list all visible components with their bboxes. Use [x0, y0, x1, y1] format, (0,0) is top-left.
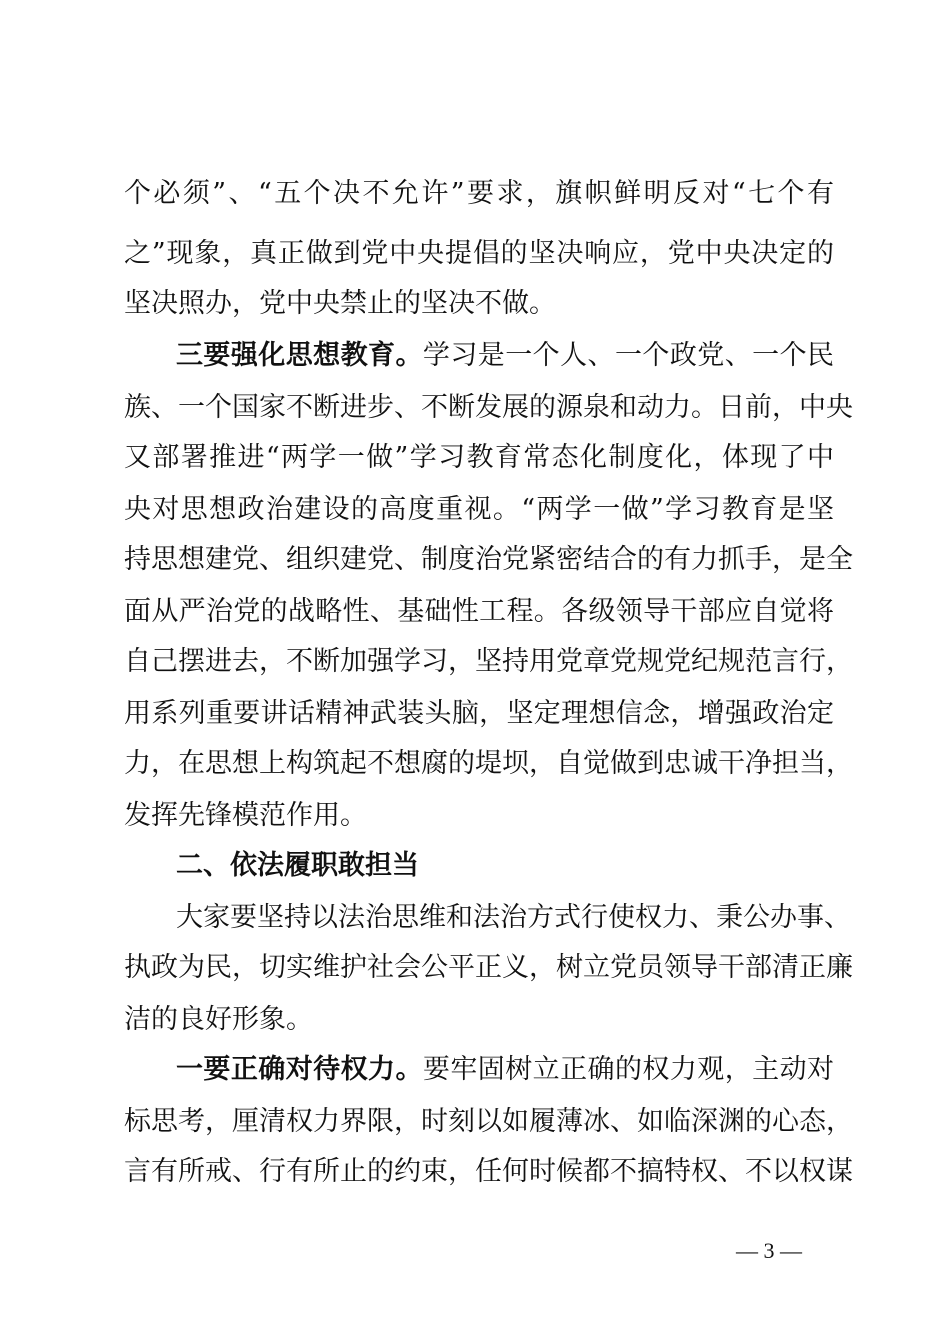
body-text-line: 执政为民，切实维护社会公平正义，树立党员领导干部清正廉 [124, 952, 853, 983]
section-heading: 二、依法履职敢担当 [176, 850, 419, 881]
body-text-line: 洁的良好形象。 [124, 1004, 313, 1035]
body-text-line: 用系列重要讲话精神武装头脑，坚定理想信念，增强政治定 [124, 698, 834, 729]
paragraph-lead-heading: 一要正确对待权力。 [176, 1054, 423, 1085]
body-text-line: 坚决照办，党中央禁止的坚决不做。 [124, 288, 556, 319]
body-text-line: 自己摆进去，不断加强学习，坚持用党章党规党纪规范言行， [124, 646, 853, 677]
body-text-line: 又部署推进“两学一做”学习教育常态化制度化，体现了中 [124, 442, 834, 473]
body-text-line: 标思考，厘清权力界限，时刻以如履薄冰、如临深渊的心态， [124, 1106, 853, 1137]
body-text-line: 言有所戒、行有所止的约束，任何时候都不搞特权、不以权谋 [124, 1156, 853, 1187]
body-text-line: 个必须”、“五个决不允许”要求，旗帜鲜明反对“七个有 [124, 178, 834, 209]
body-text-line: 发挥先锋模范作用。 [124, 800, 367, 831]
page-number: — 3 — [736, 1238, 802, 1263]
body-text-line: 大家要坚持以法治思维和法治方式行使权力、秉公办事、 [176, 902, 851, 933]
body-text-line: 力，在思想上构筑起不想腐的堤坝，自觉做到忠诚干净担当， [124, 748, 853, 779]
body-text-line: 之”现象，真正做到党中央提倡的坚决响应，党中央决定的 [124, 238, 834, 269]
body-text-line: 一要正确对待权力。要牢固树立正确的权力观，主动对 [176, 1054, 835, 1085]
body-text-line: 持思想建党、组织建党、制度治党紧密结合的有力抓手，是全 [124, 544, 853, 575]
body-text-line: 面从严治党的战略性、基础性工程。各级领导干部应自觉将 [124, 596, 834, 627]
body-text-line: 央对思想政治建设的高度重视。“两学一做”学习教育是坚 [124, 494, 834, 525]
body-text-line: 三要强化思想教育。学习是一个人、一个政党、一个民 [176, 340, 835, 371]
paragraph-lead-heading: 三要强化思想教育。 [176, 340, 423, 371]
body-text-line: 族、一个国家不断进步、不断发展的源泉和动力。日前，中央 [124, 392, 853, 423]
